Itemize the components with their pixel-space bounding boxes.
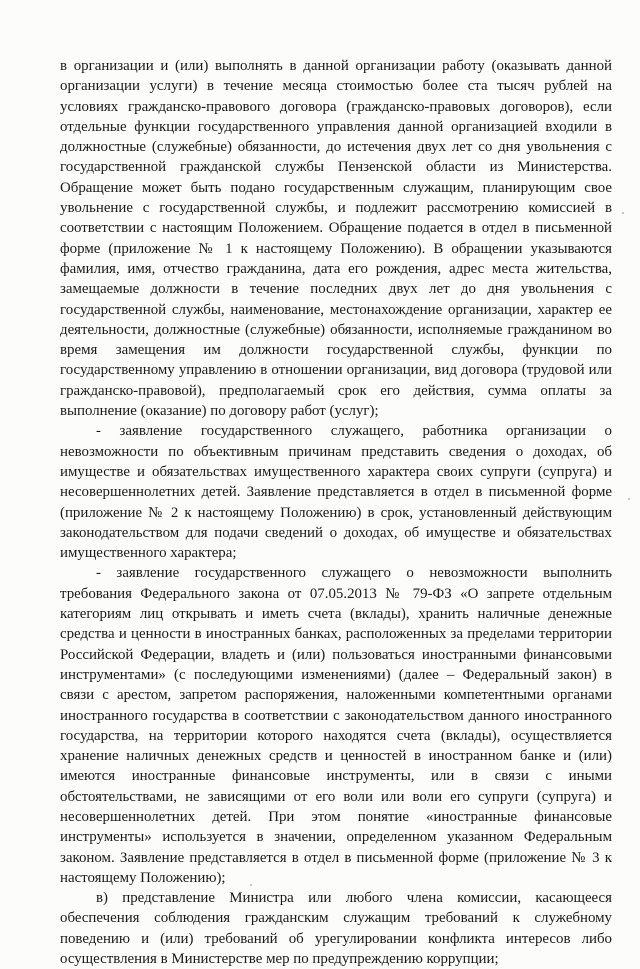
scan-speck (250, 884, 252, 886)
paragraph-foreign-accounts: - заявление государственного служащего о невозможности выполнить требования Федерального закона от 07.05.2013 № 79-ФЗ «О запрете отдельным категориям лиц открывать и иметь счета (вклады), хранить наличные денежные средства и ценности в иностранных банках, расположенных за пределами территории Российской Федерации, владеть и (или) пользоваться иностранными финансовыми инструментами» (с последующими изменениями) (далее – Федеральный закон) в связи с арестом, запретом распоряжения, наложенными компетентными органами иностранного государства в соответствии с законодательством данного иностранного государства, на территории которого находятся счета (вклады), осуществляется хранение наличных денежных средств и ценностей в иностранном банке и (или) имеются иностранные финансовые инструменты, или в связи с иными обстоятельствами, не зависящими от его воли или воли его супруги (супруга) и несовершеннолетних детей. При этом понятие «иностранные финансовые инструменты» используется в значении, определенном указанном Федеральным законом. Заявление представляется в отдел в письменной форме (приложение № 3 к настоящему Положению); (60, 565, 612, 886)
scan-speck (622, 212, 624, 214)
paragraph-income-statement: - заявление государственного служащего, работника организации о невозможности по объективным причинам представить сведения о доходах, об имуществе и обязательствах имущественного характера своих супруги (супруга) и несовершеннолетних детей. Заявление представляется в отдел в письменной форме (приложение № 2 к настоящему Положению) в срок, установленный действующим законодательством для подачи сведений о доходах, об имуществе и обязательствах имущественного характера; (60, 423, 612, 562)
paragraph-consent-continuation: в организации и (или) выполнять в данной организации работу (оказывать данной организации услуги) в течение месяца стоимостью более ста тысяч рублей на условиях гражданско-правового договора (гражданско-правовых договоров), если отдельные функции государственного управления данной организацией входили в должностные (служебные) обязанности, до истечения двух лет со дня увольнения с государственной гражданской службы Пензенской области из Министерства. Обращение может быть подано государственным служащим, планирующим свое увольнение с государственной службы, и подлежит рассмотрению комиссией в соответствии с настоящим Положением. Обращение подается в отдел в письменной форме (приложение № 1 к настоящему Положению). В обращении указываются фамилия, имя, отчество гражданина, дата его рождения, адрес места жительства, замещаемые должности в течение последних двух лет до дня увольнения с государственной службы, наименование, местонахождение организации, характер ее деятельности, должностные (служебные) обязанности, исполняемые гражданином во время замещения им должности государственной службы, функции по государственному управлению в отношении организации, вид договора (трудовой или гражданско-правовой), предполагаемый срок его действия, сумма оплаты за выполнение (оказание) по договору работ (услуг); (60, 58, 612, 420)
document-page (60, 56, 612, 969)
scan-speck (628, 498, 630, 500)
paragraph-minister-submission: в) представление Министра или любого члена комиссии, касающееся обеспечения соблюдения гражданским служащим требований к служебному поведению и (или) требований об урегулировании конфликта интересов либо осуществления в Министерстве мер по предупреждению коррупции; (60, 890, 612, 968)
